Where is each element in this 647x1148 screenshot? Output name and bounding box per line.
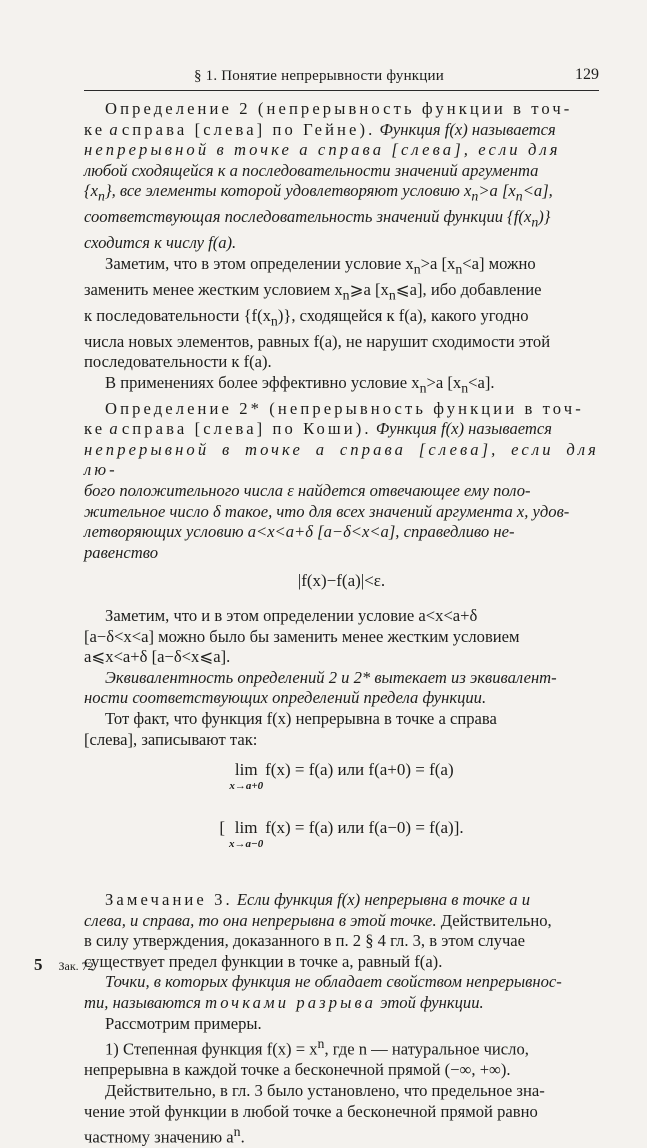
example-1: 1) Степенная функция $f(x) = x^n$, где n — натуральное число, непрерывна в каждой точке a бесконечной прямой (−∞, +∞).	[84, 1036, 529, 1080]
page-footer	[34, 955, 94, 975]
applications-note: В применениях более эффективно условие $x_n>a$ $[x_n<a]$.	[105, 372, 495, 395]
page-number: 129	[575, 66, 599, 83]
definition-2: Определение 2 (непрерывность функции в точ- ке a справа [слева] по Гейне). Функция f(x) называется непрерывной в точке a справа [слева], если для любой сходящейся к a последовательности значений аргумента $\{x_n\}$, все элементы которой удовлетворяют условию $x_n>a$ $[x_n<a]$, соответствующая последовательность значений функции $\{f(x_n)\}$ сходится к числу f(a).	[84, 99, 573, 253]
running-head: § 1. Понятие непрерывности функции	[194, 68, 444, 84]
page-header	[84, 60, 599, 91]
notation-intro: Тот факт, что функция f(x) непрерывна в точке a справа [слева], записывают так:	[84, 708, 497, 749]
inequality-formula: |f(x)−f(a)|<ε.	[297, 571, 386, 591]
signature-mark: 5	[34, 955, 43, 974]
body-text	[84, 99, 599, 1148]
definition-2-star: Определение 2* (непрерывность функции в точ- ке a справа [слева] по Коши). Функция f(x) называется непрерывной в точке a справа [слева], если для лю- бого положительного числа ε найдется отвечающее ему поло- жительное число δ такое, что для всех значений аргумента x, удов- летворяющих условию a<x<a+δ [a−δ<x<a], справедливо не- равенство	[84, 398, 599, 562]
limit-formulas	[84, 760, 599, 876]
remark-paragraph-1: Заметим, что в этом определении условие $x_n>a$ $[x_n<a]$ можно заменить менее жестким условием $x_n⩾a$ $[x_n⩽a]$, ибо добавление к последовательности $\{f(x_n)\}$, сходящейся к f(a), какого угодно числа новых элементов, равных f(a), не нарушит сходимости этой последовательности к f(a).	[84, 253, 551, 372]
examples-intro: Рассмотрим примеры.	[105, 1013, 262, 1033]
example-1-proof: Действительно, в гл. 3 было установлено, что предельное зна- чение этой функции в любой точке a бесконечной прямой равно частному значению $a^n$.	[84, 1080, 545, 1147]
discontinuity-definition: Точки, в которых функция не обладает свойством непрерывнос- ти, называются точками разрыва этой функции.	[84, 972, 562, 1013]
right-limit-formula: lim x→a+0 f(x) = f(a) или f(a+0) = f(a)	[229, 760, 454, 793]
order-mark: Зак. 72	[58, 959, 94, 973]
equivalence-statement: Эквивалентность определений 2 и 2* вытекает из эквивалент- ности соответствующих определений предела функции.	[84, 667, 557, 708]
remark-3: Замечание 3. Если функция f(x) непрерывна в точке a и слева, и справа, то она непрерывна в этой точке. Действительно, в силу утверждения, доказанного в п. 2 § 4 гл. 3, в этом случае существует предел функции в точке a, равный f(a).	[84, 890, 552, 971]
left-limit-formula: [ lim x→a−0 f(x) = f(a) или f(a−0) = f(a)].	[219, 818, 464, 851]
remark-paragraph-2: Заметим, что и в этом определении условие a<x<a+δ [a−δ<x<a] можно было бы заменить менее жестким условием a⩽x<a+δ [a−δ<x⩽a].	[84, 605, 520, 667]
